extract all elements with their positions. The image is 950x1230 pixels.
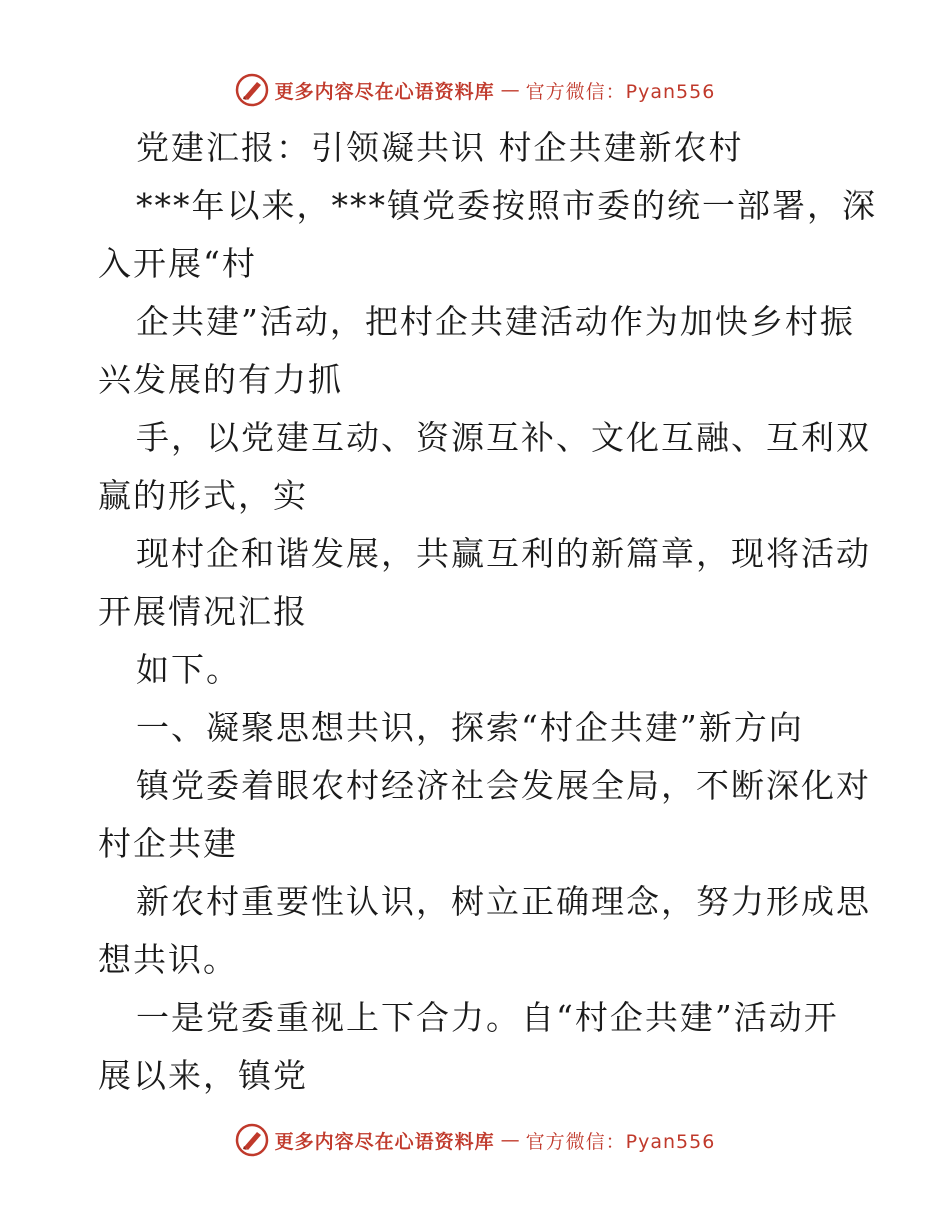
paragraph-line: 如下。 [136, 650, 241, 689]
paragraph-line: 展以来，镇党 [98, 1056, 308, 1095]
paragraph-line: 入开展“村 [98, 244, 257, 283]
paragraph-line: 赢的形式，实 [98, 476, 308, 515]
banner-dash: — [500, 1129, 520, 1151]
logo-icon [235, 73, 269, 107]
banner-wechat: 官方微信：Pyan556 [525, 80, 716, 103]
paragraph-line: ***年以来，***镇党委按照市委的统一部署，深 [136, 186, 877, 225]
paragraph-line: 新农村重要性认识，树立正确理念，努力形成思 [136, 882, 871, 921]
paragraph-line: 想共识。 [98, 940, 238, 979]
paragraph-line: 村企共建 [98, 824, 238, 863]
logo-icon [235, 1123, 269, 1157]
banner-text: 更多内容尽在心语资料库 [274, 80, 495, 103]
paragraph-line: 现村企和谐发展，共赢互利的新篇章，现将活动 [136, 534, 871, 573]
section-heading: 一、凝聚思想共识，探索“村企共建”新方向 [136, 708, 804, 747]
paragraph-line: 开展情况汇报 [98, 592, 308, 631]
banner-text: 更多内容尽在心语资料库 [274, 1130, 495, 1153]
paragraph-line: 一是党委重视上下合力。自“村企共建”活动开 [136, 998, 839, 1037]
paragraph-line: 企共建”活动，把村企共建活动作为加快乡村振 [136, 302, 855, 341]
footer-watermark [0, 1120, 950, 1160]
document-title: 党建汇报：引领凝共识 村企共建新农村 [136, 128, 744, 167]
paragraph-line: 兴发展的有力抓 [98, 360, 343, 399]
banner-wechat: 官方微信：Pyan556 [525, 1130, 716, 1153]
paragraph-line: 镇党委着眼农村经济社会发展全局，不断深化对 [136, 766, 871, 805]
header-watermark [0, 70, 950, 110]
paragraph-line: 手，以党建互动、资源互补、文化互融、互利双 [136, 418, 871, 457]
banner-dash: — [500, 79, 520, 101]
